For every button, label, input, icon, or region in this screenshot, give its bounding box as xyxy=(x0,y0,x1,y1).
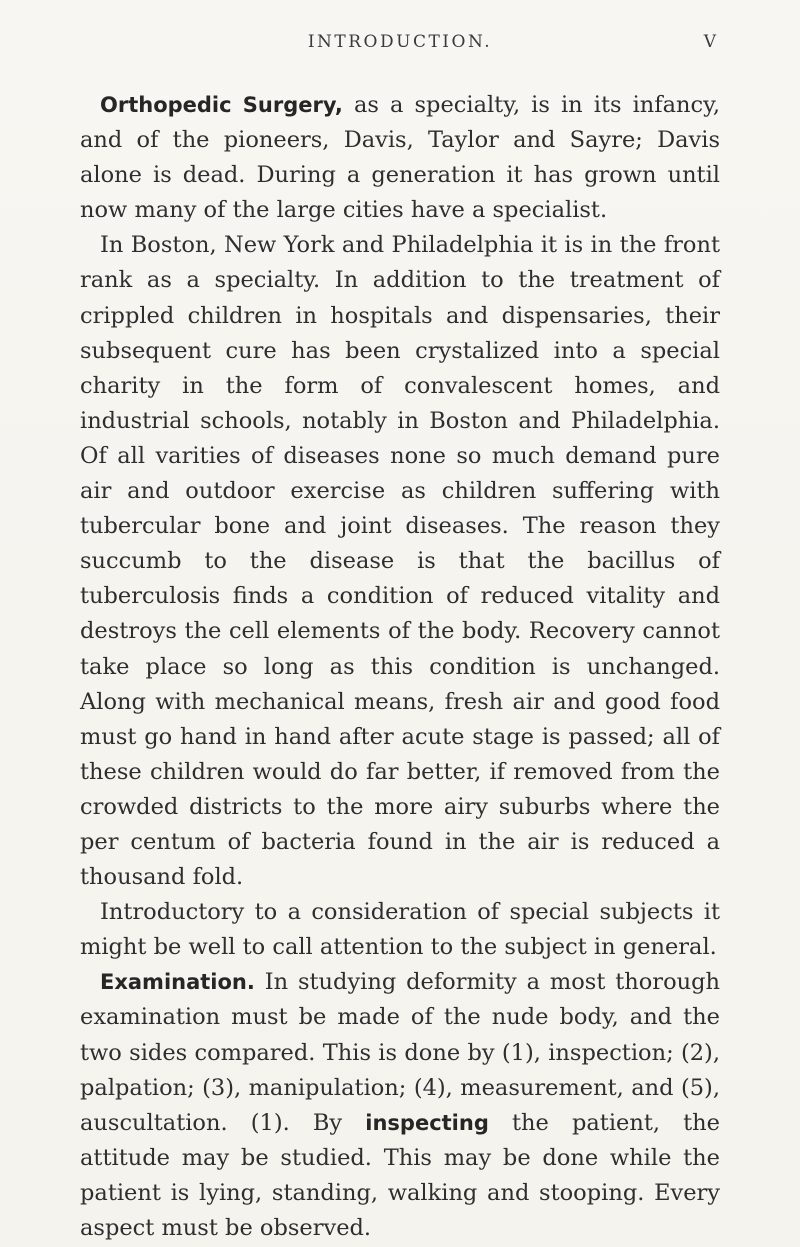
lead-term-examination: Examination. xyxy=(100,970,255,995)
emphasis-inspecting: inspecting xyxy=(365,1110,489,1135)
paragraph-text: as a specialty, is in its infancy, and of the pioneers, Davis, Taylor and Sayre; Davis alone is dead. During a generation it has grown until now many of the large cities have a specialist. xyxy=(80,92,721,224)
paragraph-text: In studying deformity a most thorough examination must be made of the nude body, and the two sides compared. This is done by (1), inspection; (2), palpation; (3), manipulation; (4), measurement, and (5), auscultation. (1). By xyxy=(80,969,720,1136)
page-header xyxy=(0,32,800,56)
paragraph-boston: In Boston, New York and Philadelphia it is in the front rank as a specialty. In addition to the treatment of crippled children in hospitals and dispensaries, their subsequent cure has been crystalized into a special charity in the form of convalescent homes, and industrial schools, notably in Boston and Philadelphia. Of all varities of diseases none so much demand pure air and outdoor exercise as children suffering with tubercular bone and joint diseases. The reason they succumb to the disease is that the bacillus of tuberculosis finds a condition of reduced vitality and destroys the cell elements of the body. Recovery cannot take place so long as this condition is unchanged. Along with mechanical means, fresh air and good food must go hand in hand after acute stage is passed; all of these children would do far better, if removed from the crowded districts to the more airy suburbs where the per centum of bacteria found in the air is reduced a thousand fold. xyxy=(80,232,720,891)
paragraph-examination xyxy=(80,965,720,1246)
body-text xyxy=(80,88,720,1246)
paragraph-introductory: Introductory to a consideration of special subjects it might be well to call attention to the subject in general. xyxy=(80,899,720,961)
lead-term-orthopedic-surgery: Orthopedic Surgery, xyxy=(100,93,343,117)
running-head: INTRODUCTION. xyxy=(307,32,493,52)
page-number: V xyxy=(703,32,716,52)
paragraph-orthopedic-surgery xyxy=(80,88,720,228)
paragraph-text: the patient, the attitude may be studied. This may be done while the patient is lying, standing, walking and stooping. Every aspect must be observed. xyxy=(80,1109,720,1241)
